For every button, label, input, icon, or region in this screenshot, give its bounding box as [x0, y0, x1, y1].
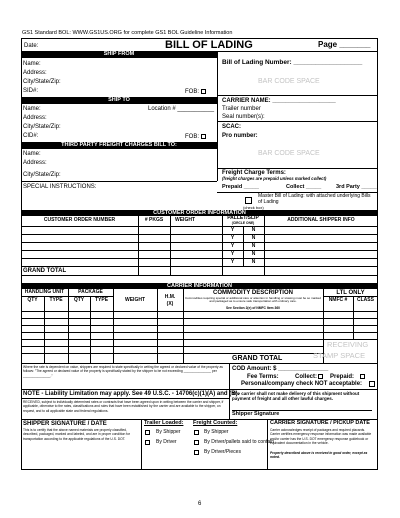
- ship-from-address[interactable]: Address:: [23, 70, 47, 76]
- cod-prepaid[interactable]: Prepaid:: [330, 374, 355, 380]
- date-label[interactable]: Date:: [24, 43, 39, 49]
- slip-no[interactable]: N: [251, 243, 256, 249]
- ship-from-heading: SHIP FROM: [21, 51, 217, 58]
- ship-to-address[interactable]: Address:: [23, 115, 47, 121]
- no-delivery-note: The carrier shall not make delivery of this shipment without payment of freight and all other lawful charges.: [232, 391, 360, 402]
- third-party-address[interactable]: Address:: [23, 160, 47, 166]
- check-box-hint: (check box): [243, 205, 264, 210]
- divider: [138, 216, 139, 275]
- scac-field[interactable]: SCAC:: [222, 124, 241, 130]
- special-instructions[interactable]: SPECIAL INSTRUCTIONS:: [23, 184, 97, 190]
- commodity-note: Commodities requiring special or additional care or attention in handling or stowing must be so marked and packaged as to ensure safe transportation with ordinary care.: [184, 296, 322, 304]
- divider: [157, 289, 158, 363]
- divider: [90, 296, 91, 363]
- freight-counted-by-driver-pieces: By Driver/Pieces: [204, 449, 241, 455]
- col-pkg-type: TYPE: [94, 297, 109, 303]
- divider: [21, 346, 323, 347]
- carrier-acknowledgement-text: Carrier acknowledges receipt of packages and required placards. Carrier certifies emergency response information was made available and/or carrier has the U.S. DOT emergency response guidebook or equivalent documentation in the vehicle.: [270, 428, 372, 445]
- trailer-loaded-by-driver: By Driver: [156, 439, 177, 445]
- divider: [217, 168, 378, 169]
- pallet-yes[interactable]: Y: [230, 243, 235, 249]
- slip-no[interactable]: N: [251, 235, 256, 241]
- trailer-loaded-by-driver-checkbox[interactable]: [145, 440, 150, 445]
- col-class: CLASS: [357, 297, 374, 303]
- divider: [353, 296, 354, 339]
- collect-field[interactable]: Collect _____: [286, 184, 322, 190]
- cod-collect-checkbox[interactable]: [318, 374, 323, 379]
- trailer-loaded-by-shipper: By Shipper: [156, 429, 181, 435]
- trailer-number-field[interactable]: Trailer number: [222, 106, 261, 112]
- slip-no[interactable]: N: [251, 259, 256, 265]
- ship-to-location[interactable]: Location # ___________: [148, 106, 215, 112]
- divider: [21, 332, 378, 333]
- carrier-grand-total: GRAND TOTAL: [232, 355, 283, 362]
- trailer-loaded-label: Trailer Loaded:: [144, 420, 184, 426]
- pallet-yes[interactable]: Y: [230, 227, 235, 233]
- freight-terms-title: Freight Charge Terms:: [222, 170, 286, 176]
- divider: [21, 275, 378, 276]
- pallet-yes[interactable]: Y: [230, 251, 235, 257]
- ship-to-name[interactable]: Name:: [23, 106, 41, 112]
- carrier-received-note: Property described above is received in good order, except as noted.: [270, 451, 368, 460]
- cod-prepaid-checkbox[interactable]: [360, 374, 365, 379]
- customer-order-grand-total: GRAND TOTAL: [23, 268, 67, 274]
- ship-to-cid[interactable]: CID#:: [23, 133, 39, 139]
- third-party-heading: THIRD PARTY FREIGHT CHARGES BILL TO:: [21, 142, 217, 149]
- slip-no[interactable]: N: [251, 227, 256, 233]
- bar-code-space-1: BAR CODE SPACE: [258, 78, 320, 85]
- freight-terms-subtitle: (freight charges are prepaid unless marked collect): [222, 176, 327, 181]
- page-title: BILL OF LADING: [165, 39, 253, 51]
- col-weight-carrier: WEIGHT: [125, 297, 145, 303]
- seal-number-field[interactable]: Seal number(s):: [222, 114, 265, 120]
- divider: [217, 121, 378, 122]
- customer-order-heading: CUSTOMER ORDER INFORMATION: [21, 210, 378, 216]
- master-bol-checkbox[interactable]: [245, 197, 252, 204]
- col-hazmat-x: (X): [166, 301, 174, 307]
- stamp-space-label: STAMP SPACE: [313, 351, 366, 360]
- col-additional-shipper-info: ADDITIONAL SHIPPER INFO: [287, 217, 355, 223]
- commodity-note-section: See Section 2(e) of NMFC Item 360: [225, 306, 281, 310]
- freight-counted-by-shipper-checkbox[interactable]: [194, 430, 199, 435]
- col-pallet-slip: PALLET/SLIP: [227, 215, 259, 221]
- divider: [21, 266, 378, 267]
- freight-counted-by-driver-pallets: By Driver/pallets said to contain: [204, 439, 275, 445]
- divider: [229, 389, 230, 419]
- divider: [267, 419, 268, 470]
- freight-counted-by-driver-pieces-checkbox[interactable]: [194, 450, 199, 455]
- page-number: 6: [198, 501, 202, 507]
- ship-from-sid[interactable]: SID#:: [23, 88, 39, 94]
- col-nmfc: NMFC #: [328, 297, 348, 303]
- divider: [21, 258, 378, 259]
- divider: [113, 289, 114, 363]
- carrier-information-heading: CARRIER INFORMATION: [21, 283, 378, 289]
- cod-fee-terms: Fee Terms:: [247, 374, 279, 380]
- prepaid-field[interactable]: Prepaid _____: [222, 184, 259, 190]
- pallet-yes[interactable]: Y: [230, 235, 235, 241]
- col-ltl-only: LTL ONLY: [336, 290, 365, 296]
- divider: [141, 419, 142, 470]
- third-party-name[interactable]: Name:: [23, 151, 41, 157]
- cod-amount-field[interactable]: COD Amount: $ _______________: [232, 366, 329, 372]
- pallet-yes[interactable]: Y: [230, 259, 235, 265]
- pro-number-field[interactable]: Pro number:: [222, 133, 258, 139]
- divider: [21, 250, 378, 251]
- col-customer-order-number: CUSTOMER ORDER NUMBER: [43, 217, 116, 223]
- col-hu-qty: QTY: [27, 297, 38, 303]
- trailer-loaded-by-shipper-checkbox[interactable]: [145, 430, 150, 435]
- col-commodity-description: COMMODITY DESCRIPTION: [213, 290, 293, 296]
- divider: [170, 216, 171, 275]
- cod-collect[interactable]: Collect:: [295, 374, 318, 380]
- divider: [229, 363, 230, 389]
- third-party-city[interactable]: City/State/Zip:: [23, 172, 61, 178]
- divider: [21, 398, 229, 399]
- personal-check-label: Personal/company check NOT acceptable:: [241, 381, 363, 387]
- shipper-signature-field[interactable]: Shipper Signature: [232, 411, 280, 417]
- divider: [264, 216, 265, 275]
- divider: [21, 325, 378, 326]
- ship-to-fob[interactable]: FOB:: [185, 134, 200, 140]
- divider: [21, 226, 378, 227]
- divider: [21, 363, 378, 364]
- page-number-field[interactable]: Page _______: [318, 40, 371, 49]
- liability-note: NOTE - Liability Limitation may apply. See 49 U.S.C. - 14706(c)(1)(A) and (B).: [23, 391, 240, 397]
- col-hu-type: TYPE: [49, 297, 63, 303]
- divider: [68, 289, 69, 363]
- divider: [21, 318, 378, 319]
- shipper-certification-text: This is to certify that the above named materials are properly classified, described, packaged, marked and labeled, and are in proper condition for transportation according to the applicable regulations of the U.S. DOT.: [23, 428, 131, 441]
- ship-to-city[interactable]: City/State/Zip:: [23, 124, 61, 130]
- ship-from-fob[interactable]: FOB:: [185, 89, 200, 95]
- col-pallet-circle-one: (CIRCLE ONE): [231, 221, 255, 225]
- divider: [21, 339, 378, 340]
- col-weight: WEIGHT: [175, 217, 195, 223]
- freight-counted-by-driver-pallets-checkbox[interactable]: [194, 440, 199, 445]
- divider: [21, 311, 378, 312]
- col-handling-unit: HANDLING UNIT: [24, 289, 65, 295]
- freight-counted-label: Freight Counted:: [193, 420, 238, 426]
- declared-value-note: Where the rate is dependent on value, shippers are required to state specifically in writing the agreed or declared value of the property as follows: "The agreed or declared value of the property is specifically stated by the shipper to be not exceeding _______________ per _______________.": [23, 365, 223, 378]
- gs1-header-line: GS1 Standard BOL: WWW.GS1US.ORG for complete GS1 BOL Guideline Information: [22, 30, 233, 36]
- shipper-signature-title: SHIPPER SIGNATURE / DATE: [23, 421, 107, 427]
- divider: [44, 296, 45, 363]
- ship-to-fob-checkbox[interactable]: [201, 134, 206, 139]
- divider: [217, 51, 218, 181]
- personal-check-checkbox[interactable]: [369, 381, 375, 387]
- carrier-signature-title: CARRIER SIGNATURE / PICKUP DATE: [270, 420, 370, 426]
- ship-from-fob-checkbox[interactable]: [201, 89, 206, 94]
- divider: [217, 95, 378, 96]
- divider: [21, 353, 323, 354]
- ship-from-city[interactable]: City/State/Zip:: [23, 79, 61, 85]
- bar-code-space-2: BAR CODE SPACE: [258, 150, 320, 157]
- slip-no[interactable]: N: [251, 251, 256, 257]
- bol-number-field[interactable]: Bill of Lading Number: ___________________: [222, 59, 363, 66]
- received-terms-note: RECEIVED, subject to individually determined rates or contracts that have been agreed upon in writing between the carrier and shipper, if applicable, otherwise to the rates, classifications and rules that have been established by the carrier and are available to the shipper, on request, and to all applicable state and federal regulations.: [23, 400, 224, 413]
- divider: [21, 389, 378, 390]
- master-bol-text: Master Bill of Lading: with attached underlying Bills of Lading: [258, 193, 371, 205]
- freight-counted-by-shipper: By Shipper: [204, 429, 229, 435]
- third-party-terms-field[interactable]: 3rd Party _____: [336, 184, 377, 190]
- col-pkg-qty: QTY: [73, 297, 85, 303]
- carrier-name-field[interactable]: CARRIER NAME: ___________________: [222, 98, 336, 104]
- col-hazmat: H.M.: [164, 294, 176, 300]
- divider: [21, 242, 378, 243]
- ship-to-heading: SHIP TO: [21, 97, 217, 104]
- ship-from-name[interactable]: Name:: [23, 61, 41, 67]
- divider: [21, 234, 378, 235]
- col-pkgs: # PKGS: [144, 217, 164, 223]
- divider: [183, 289, 184, 363]
- divider: [21, 181, 217, 182]
- receiving-stamp-label: RECEIVING: [327, 340, 369, 349]
- col-package: PACKAGE: [78, 289, 103, 295]
